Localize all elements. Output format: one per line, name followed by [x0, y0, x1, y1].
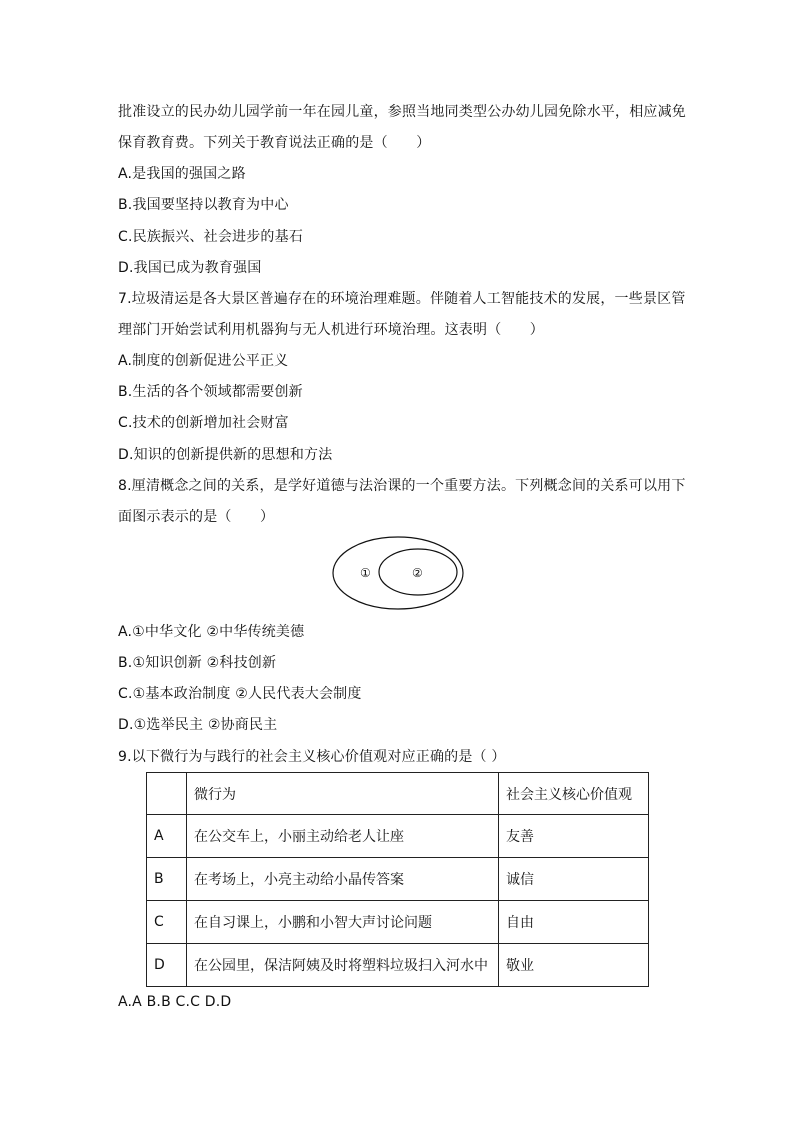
q7-option-b: B.生活的各个领域都需要创新: [118, 384, 303, 400]
q9-answer-options: A.A B.B C.C D.D: [118, 994, 232, 1010]
table-cell: B: [147, 858, 187, 901]
q8-stem-line2: 面图示表示的是（ ）: [118, 509, 275, 525]
q8-option-d: D.①选举民主 ②协商民主: [118, 717, 278, 733]
table-cell: 在公园里，保洁阿姨及时将塑料垃圾扫入河水中: [187, 944, 499, 987]
table-header-cell: [147, 773, 187, 815]
table-header-cell: 微行为: [187, 773, 499, 815]
table-row: [147, 944, 649, 987]
table-cell: 在自习课上，小鹏和小智大声讨论问题: [187, 901, 499, 944]
table-row: [147, 815, 649, 858]
q7-option-d: D.知识的创新提供新的思想和方法: [118, 447, 333, 463]
table-cell: 诚信: [499, 858, 649, 901]
q8-option-b: B.①知识创新 ②科技创新: [118, 655, 277, 671]
q6-stem-line1: 批准设立的民办幼儿园学前一年在园儿童，参照当地同类型公办幼儿园免除水平，相应减免: [118, 104, 686, 120]
q6-option-a: A.是我国的强国之路: [118, 166, 246, 182]
q8-option-a: A.①中华文化 ②中华传统美德: [118, 624, 305, 640]
q8-concept-diagram: [331, 535, 465, 611]
q7-option-c: C.技术的创新增加社会财富: [118, 415, 289, 431]
q7-stem-line1: 7.垃圾清运是各大景区普遍存在的环境治理难题。伴随着人工智能技术的发展，一些景区管: [118, 291, 686, 307]
table-header-cell: 社会主义核心价值观: [499, 773, 649, 815]
table-cell: 友善: [499, 815, 649, 858]
table-cell: 在考场上，小亮主动给小晶传答案: [187, 858, 499, 901]
q7-option-a: A.制度的创新促进公平正义: [118, 353, 289, 369]
table-cell: C: [147, 901, 187, 944]
q6-option-b: B.我国要坚持以教育为中心: [118, 197, 289, 213]
outer-label: ①: [360, 566, 371, 580]
table-cell: 自由: [499, 901, 649, 944]
q9-table: [146, 772, 649, 987]
q6-option-d: D.我国已成为教育强国: [118, 260, 262, 276]
q6-option-c: C.民族振兴、社会进步的基石: [118, 229, 304, 245]
inner-label: ②: [412, 566, 423, 580]
table-row: [147, 901, 649, 944]
outer-ellipse: [333, 537, 463, 609]
q8-stem-line1: 8.厘清概念之间的关系，是学好道德与法治课的一个重要方法。下列概念间的关系可以用下: [118, 478, 686, 494]
table-header-row: [147, 773, 649, 815]
q7-stem-line2: 理部门开始尝试利用机器狗与无人机进行环境治理。这表明（ ）: [118, 322, 544, 338]
q8-option-c: C.①基本政治制度 ②人民代表大会制度: [118, 686, 362, 702]
table-cell: 在公交车上，小丽主动给老人让座: [187, 815, 499, 858]
table-cell: D: [147, 944, 187, 987]
table-cell: 敬业: [499, 944, 649, 987]
q6-stem-line2: 保育教育费。下列关于教育说法正确的是（ ）: [118, 135, 431, 151]
table-cell: A: [147, 815, 187, 858]
table-row: [147, 858, 649, 901]
q9-stem: 9.以下微行为与践行的社会主义核心价值观对应正确的是（ ）: [118, 749, 506, 765]
